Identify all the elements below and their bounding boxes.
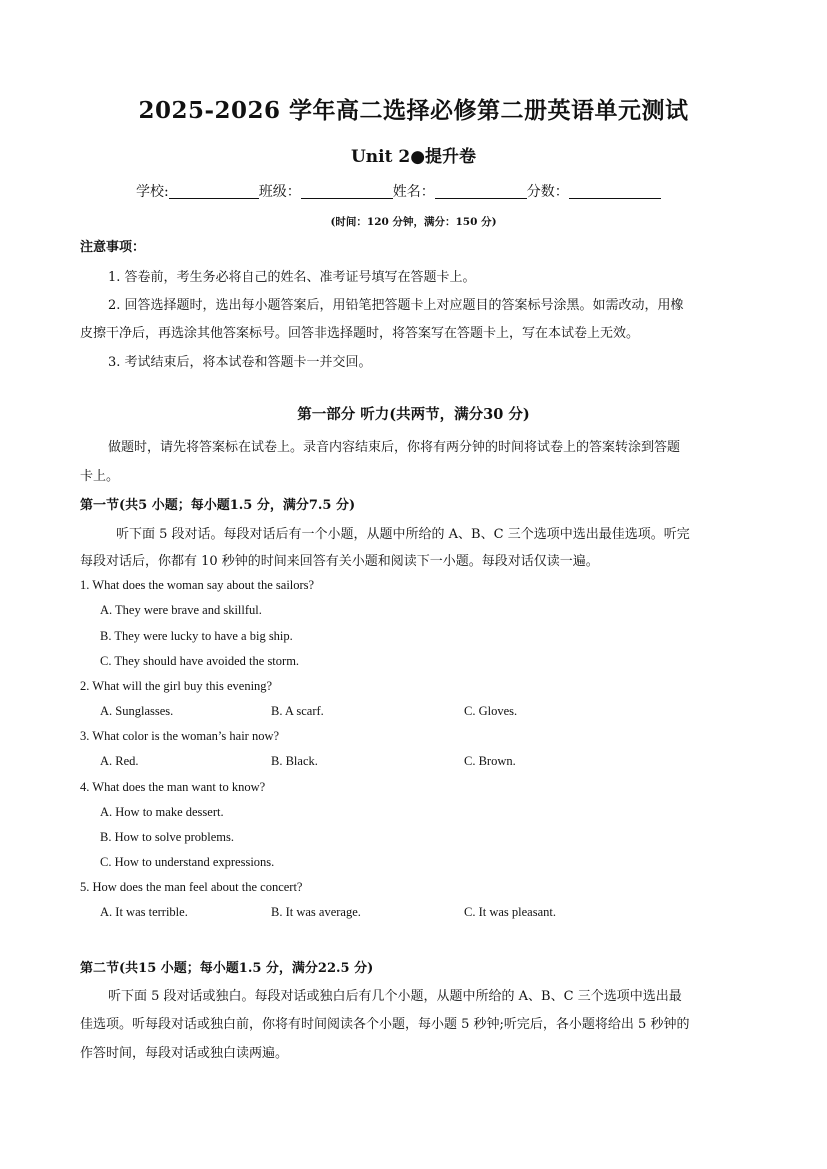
question-5-stem: 5. How does the man feel about the concert? xyxy=(80,880,303,894)
section1-heading: 第一节(共5 小题；每小题1.5 分，满分7.5 分) xyxy=(80,498,356,513)
question-4-option-a[interactable]: A. How to make dessert. xyxy=(100,805,224,819)
question-2-stem: 2. What will the girl buy this evening? xyxy=(80,679,273,693)
school-label: 学校: xyxy=(136,184,169,200)
question-3-option-b[interactable]: B. Black. xyxy=(271,754,318,768)
question-2-option-b[interactable]: B. A scarf. xyxy=(271,704,324,718)
question-3-stem: 3. What color is the woman’s hair now? xyxy=(80,729,280,743)
class-blank[interactable] xyxy=(301,184,393,199)
name-blank[interactable] xyxy=(435,184,527,199)
section1-instr-b: 每段对话后，你都有 10 秒钟的时间来回答有关小题和阅读下一小题。每段对话仅读一遍。 xyxy=(80,554,599,569)
notes-item-2a: 2. 回答选择题时，选出每小题答案后，用铅笔把答题卡上对应题目的答案标号涂黑。如需改动，用橡 xyxy=(108,298,684,313)
question-4-stem: 4. What does the man want to know? xyxy=(80,780,266,794)
question-4-option-b[interactable]: B. How to solve problems. xyxy=(100,830,235,844)
question-2-option-c[interactable]: C. Gloves. xyxy=(464,704,518,718)
question-3-option-c[interactable]: C. Brown. xyxy=(464,754,516,768)
notes-item-2b: 皮擦干净后，再选涂其他答案标号。回答非选择题时，将答案写在答题卡上，写在本试卷上无效。 xyxy=(80,326,640,341)
question-1-option-c[interactable]: C. They should have avoided the storm. xyxy=(100,654,300,668)
notes-item-3: 3. 考试结束后，将本试卷和答题卡一并交回。 xyxy=(108,355,372,370)
name-label: 姓名： xyxy=(392,184,435,200)
part1-intro-b: 卡上。 xyxy=(80,469,120,484)
section2-instr-a: 听下面 5 段对话或独白。每段对话或独白后有几个小题，从题中所给的 A、B、C 三个选项中选出最 xyxy=(108,989,682,1004)
exam-title: 2025-2026 学年高二选择必修第二册英语单元测试 xyxy=(138,97,689,124)
part1-title: 第一部分 听力(共两节，满分30 分) xyxy=(297,406,530,423)
question-3-option-a[interactable]: A. Red. xyxy=(100,754,139,768)
score-label: 分数： xyxy=(526,184,569,200)
section1-instr-a: 听下面 5 段对话。每段对话后有一个小题，从题中所给的 A、B、C 三个选项中选出最佳选项。听完 xyxy=(116,527,690,542)
notes-item-1: 1. 答卷前，考生务必将自己的姓名、准考证号填写在答题卡上。 xyxy=(108,270,476,285)
question-4-option-c[interactable]: C. How to understand expressions. xyxy=(100,855,275,869)
class-label: 班级： xyxy=(258,184,301,200)
question-5-option-c[interactable]: C. It was pleasant. xyxy=(464,905,556,919)
time-note: (时间：120 分钟，满分：150 分) xyxy=(330,216,497,228)
score-blank[interactable] xyxy=(569,184,661,199)
part1-intro-a: 做题时，请先将答案标在试卷上。录音内容结束后，你将有两分钟的时间将试卷上的答案转涂到答题 xyxy=(108,440,681,455)
student-info-line xyxy=(136,181,661,201)
question-5-option-a[interactable]: A. It was terrible. xyxy=(100,905,188,919)
question-1-option-a[interactable]: A. They were brave and skillful. xyxy=(100,603,262,617)
section2-instr-c: 作答时间，每段对话或独白读两遍。 xyxy=(80,1046,289,1061)
notes-heading: 注意事项： xyxy=(80,240,146,255)
question-2-option-a[interactable]: A. Sunglasses. xyxy=(100,704,174,718)
exam-subtitle: Unit 2●提升卷 xyxy=(350,147,477,167)
section2-instr-b: 佳选项。听每段对话或独白前，你将有时间阅读各个小题，每小题 5 秒钟;听完后，各小题将给出 5 秒钟的 xyxy=(80,1017,690,1032)
question-1-option-b[interactable]: B. They were lucky to have a big ship. xyxy=(100,629,293,643)
section2-heading: 第二节(共15 小题；每小题1.5 分，满分22.5 分) xyxy=(80,961,374,976)
school-blank[interactable] xyxy=(169,184,259,199)
question-1-stem: 1. What does the woman say about the sailors? xyxy=(80,578,315,592)
question-5-option-b[interactable]: B. It was average. xyxy=(271,905,361,919)
